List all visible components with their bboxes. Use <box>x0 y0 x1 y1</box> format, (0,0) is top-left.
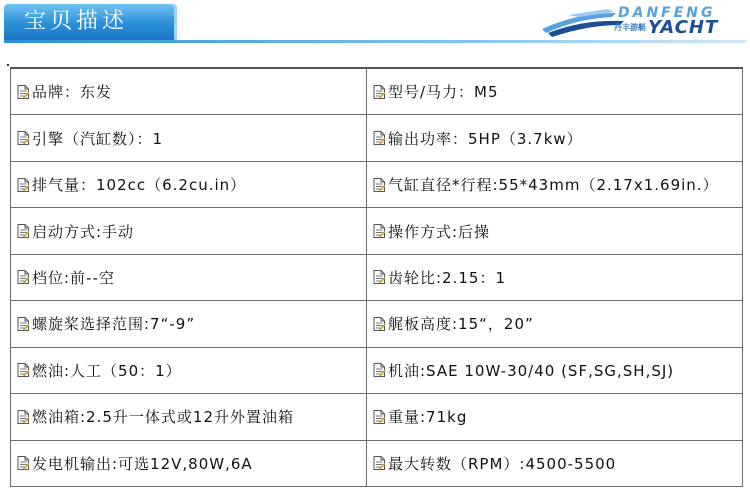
spec-row <box>11 254 743 300</box>
spec-text: 启动方式:手动 <box>32 222 135 241</box>
spec-cell-left <box>11 208 367 254</box>
spec-text: 输出功率：5HP（3.7kw） <box>388 129 583 148</box>
document-icon <box>373 85 386 99</box>
spec-table <box>10 67 743 487</box>
section-title: 宝贝描述 <box>24 9 129 34</box>
spec-cell-left <box>11 254 367 300</box>
spec-text: 品牌：东发 <box>32 83 113 102</box>
document-icon <box>373 410 386 424</box>
spec-text: 发电机输出:可选12V,80W,6A <box>32 454 253 473</box>
document-icon <box>17 224 30 238</box>
document-icon <box>373 270 386 284</box>
spec-text: 燃油:人工（50：1） <box>32 361 182 380</box>
spec-text: 齿轮比:2.15：1 <box>388 268 506 287</box>
spec-row <box>11 440 743 487</box>
spec-text: 排气量：102cc（6.2cu.in） <box>32 176 247 195</box>
spec-row <box>11 208 743 254</box>
spec-text: 引擎（汽缸数）：1 <box>32 129 164 148</box>
document-icon <box>17 270 30 284</box>
section-header <box>0 0 750 46</box>
document-icon <box>17 178 30 192</box>
spec-cell-left <box>11 301 367 347</box>
spec-row <box>11 347 743 393</box>
logo-chinese-text: 丹丰游艇 <box>614 23 646 32</box>
document-icon <box>373 456 386 470</box>
spec-text: 档位:前--空 <box>32 268 115 287</box>
document-icon <box>17 131 30 145</box>
document-icon <box>17 456 30 470</box>
spec-cell-right <box>367 115 743 161</box>
danfeng-yacht-logo <box>538 3 743 39</box>
document-icon <box>17 317 30 331</box>
spec-cell-left <box>11 440 367 487</box>
spec-cell-right <box>367 301 743 347</box>
spec-cell-right <box>367 208 743 254</box>
spec-cell-left <box>11 161 367 207</box>
spec-row <box>11 161 743 207</box>
document-icon <box>373 363 386 377</box>
spec-cell-right <box>367 440 743 487</box>
spec-row <box>11 68 743 115</box>
spec-cell-left <box>11 394 367 440</box>
spec-cell-right <box>367 394 743 440</box>
spec-cell-right <box>367 254 743 300</box>
header-rule <box>4 40 746 43</box>
spec-text: 操作方式:后操 <box>388 222 491 241</box>
document-icon <box>373 131 386 145</box>
spec-cell-right <box>367 347 743 393</box>
document-icon <box>17 85 30 99</box>
title-tab <box>4 4 174 40</box>
document-icon <box>373 178 386 192</box>
logo-top-text: DANFENG <box>618 5 716 21</box>
spec-row <box>11 115 743 161</box>
document-icon <box>373 317 386 331</box>
spec-cell-right <box>367 161 743 207</box>
spec-cell-left <box>11 68 367 115</box>
document-icon <box>17 363 30 377</box>
spec-text: 机油:SAE 10W-30/40 (SF,SG,SH,SJ) <box>388 361 675 380</box>
logo-bottom-text: YACHT <box>648 17 719 38</box>
spec-text: 型号/马力：M5 <box>388 83 499 102</box>
spec-cell-left <box>11 115 367 161</box>
spec-row <box>11 301 743 347</box>
spec-text: 最大转数（RPM）:4500-5500 <box>388 454 617 473</box>
spec-text: 重量:71kg <box>388 408 468 427</box>
spec-text: 螺旋桨选择范围:7“-9” <box>32 315 196 334</box>
spec-cell-right <box>367 68 743 115</box>
spec-text: 气缸直径*行程:55*43mm（2.17x1.69in.） <box>388 176 719 195</box>
spec-cell-left <box>11 347 367 393</box>
document-icon <box>17 410 30 424</box>
spec-text: 艉板高度:15“，20” <box>388 315 534 334</box>
stray-dot <box>7 64 9 66</box>
document-icon <box>373 224 386 238</box>
spec-row <box>11 394 743 440</box>
spec-text: 燃油箱:2.5升一体式或12升外置油箱 <box>32 408 294 427</box>
